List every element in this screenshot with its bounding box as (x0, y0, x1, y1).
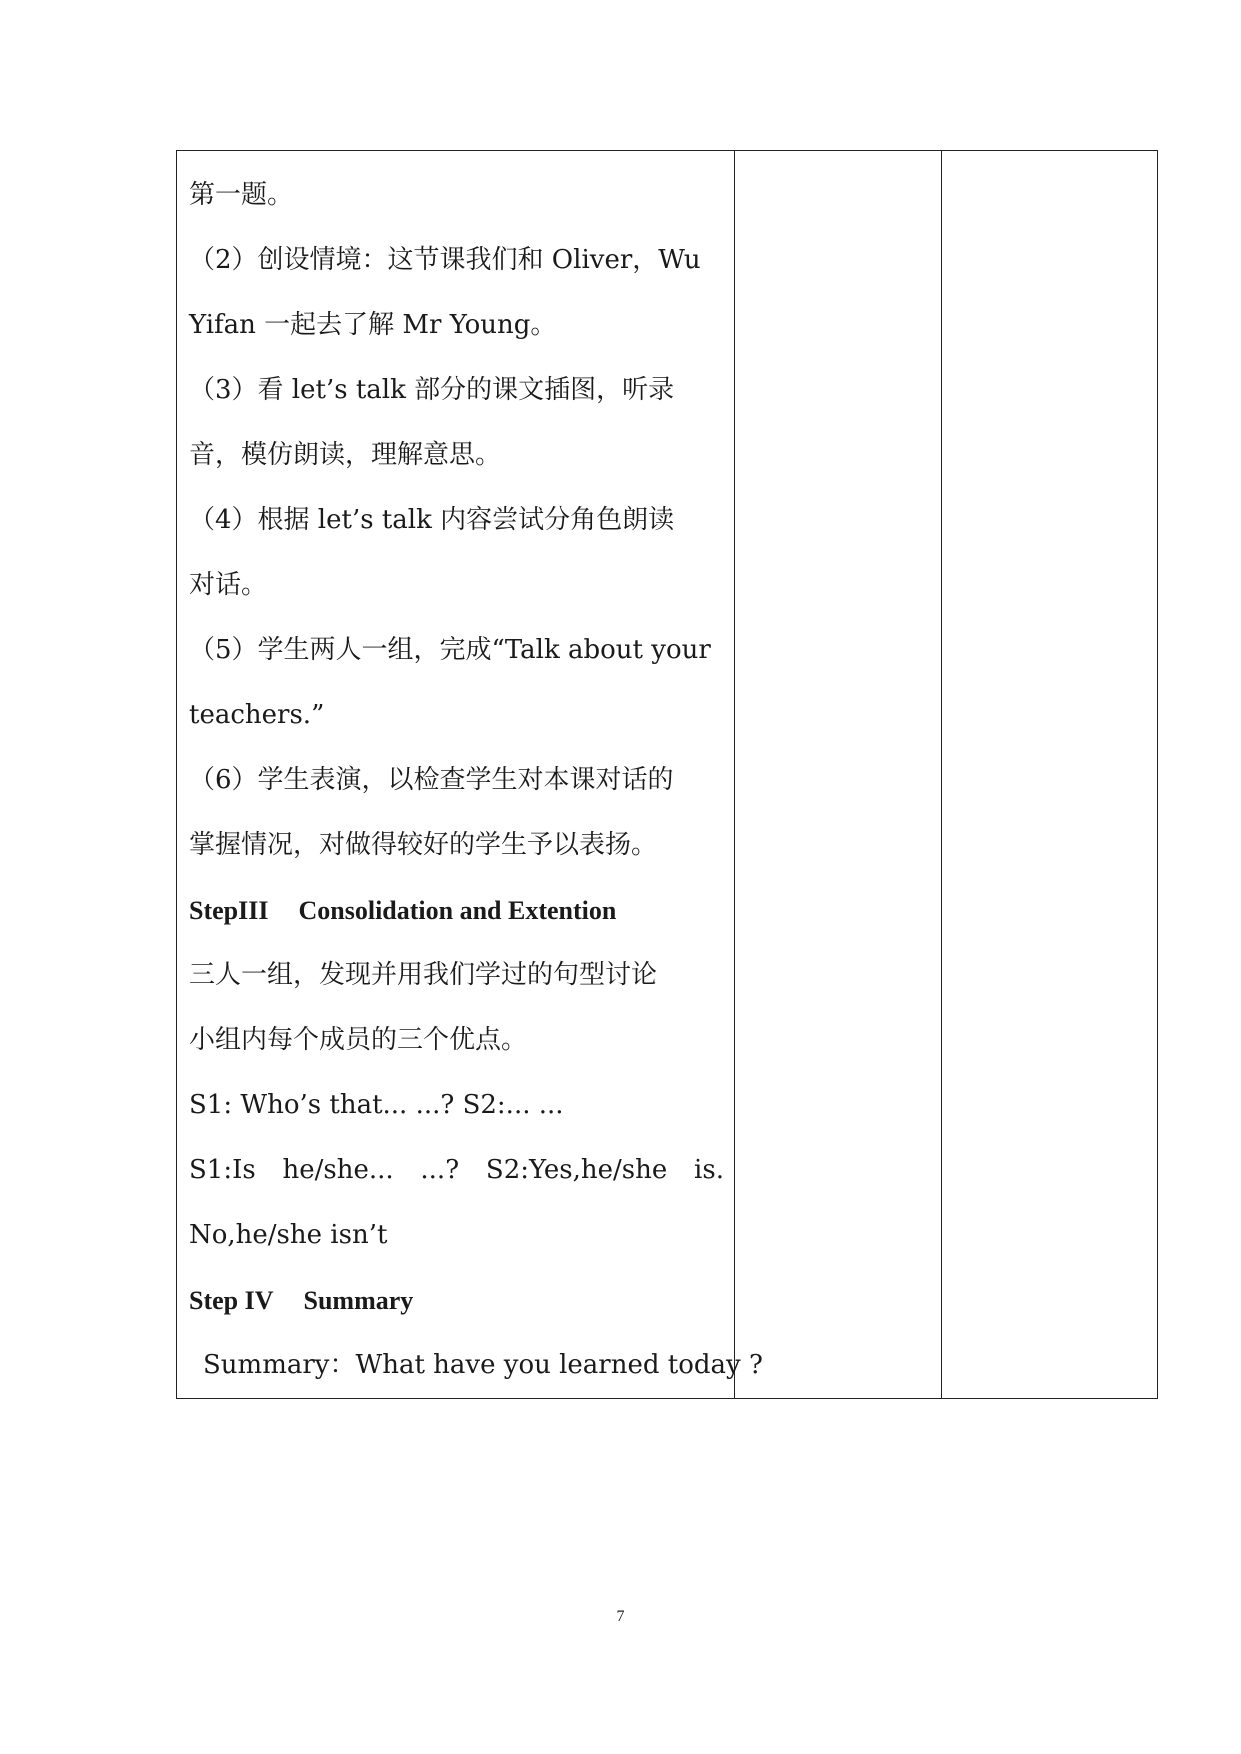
text-line: Yifan 一起去了解 Mr Young。 (189, 310, 557, 340)
text-line: （4）根据 let’s talk 内容尝试分角色朗读 (189, 505, 675, 535)
dialogue-line (189, 1138, 724, 1203)
text-line: 小组内每个成员的三个优点。 (189, 1025, 528, 1055)
dialogue-part: he/she... (282, 1155, 394, 1185)
dialogue-part: is. (694, 1155, 724, 1185)
page-number: 7 (616, 1608, 625, 1625)
table-row (177, 151, 1158, 1399)
step3-title: Consolidation and Extention (298, 896, 617, 925)
step4-heading (189, 1268, 724, 1333)
step4-label: Step IV (189, 1286, 274, 1315)
text-line: （5）学生两人一组，完成“Talk about your (189, 635, 711, 665)
dialogue-part: S1:Is (189, 1155, 256, 1185)
step3-heading (189, 878, 724, 943)
text-line: 对话。 (189, 570, 268, 600)
step4-title: Summary (303, 1286, 414, 1315)
text-line: teachers.” (189, 700, 325, 730)
step3-label: StepIII (189, 896, 269, 925)
text-line: （3）看 let’s talk 部分的课文插图，听录 (189, 375, 675, 405)
text-line: 三人一组，发现并用我们学过的句型讨论 (189, 960, 658, 990)
text-line: No,he/she isn’t (189, 1220, 388, 1250)
procedure-content (177, 151, 763, 1398)
text-line: 第一题。 (189, 180, 294, 210)
lesson-plan-table (176, 150, 1158, 1399)
text-line: 音，模仿朗读，理解意思。 (189, 440, 502, 470)
empty-cell (735, 151, 942, 1399)
summary-line: Summary：What have you learned today ? (203, 1350, 763, 1380)
procedure-cell (177, 151, 763, 1399)
dialogue-part: ...? (420, 1155, 460, 1185)
text-line: 掌握情况，对做得较好的学生予以表扬。 (189, 830, 658, 860)
text-line: （6）学生表演，以检查学生对本课对话的 (189, 765, 674, 795)
empty-cell (942, 151, 1158, 1399)
dialogue-part: S2:Yes,he/she (485, 1155, 668, 1185)
text-line: （2）创设情境：这节课我们和 Oliver，Wu (189, 245, 701, 275)
text-line: S1: Who’s that... ...? S2:... ... (189, 1090, 564, 1120)
